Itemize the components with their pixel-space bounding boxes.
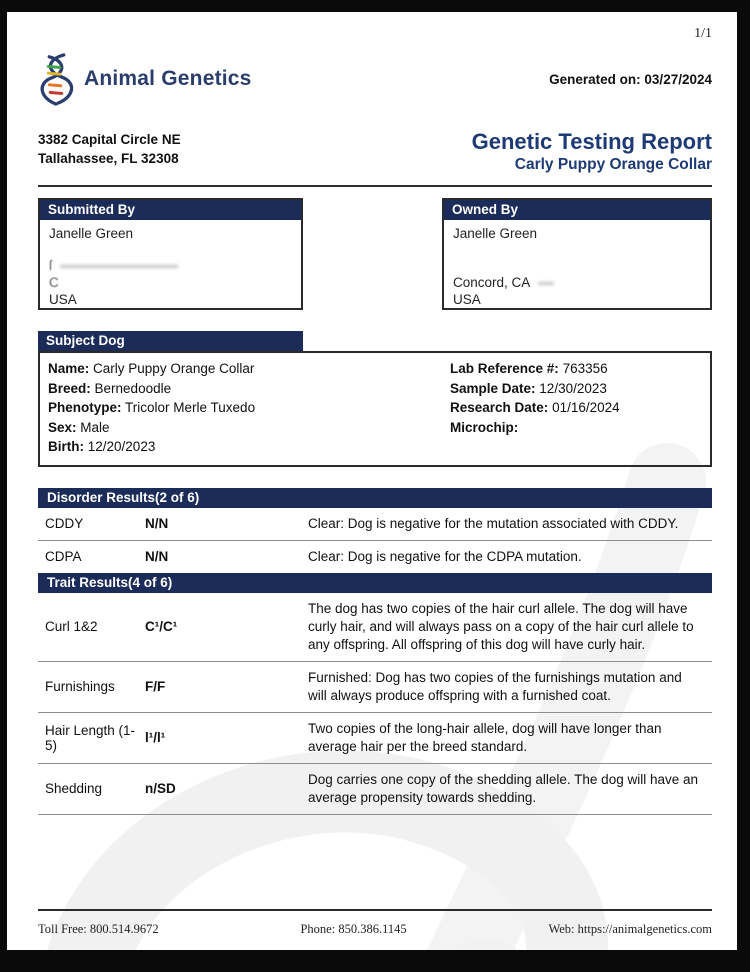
trait-test-name: Shedding [45, 781, 103, 796]
field-breed: Breed: Bernedoodle [48, 380, 172, 396]
submitter-name: Janelle Green [49, 226, 134, 241]
disorder-test-name: CDDY [45, 516, 84, 531]
table-row [38, 540, 712, 573]
lab-address [38, 130, 181, 168]
submitted-by-header: Submitted By [40, 200, 301, 220]
subject-dog-right-column [450, 359, 702, 457]
subject-dog-section [38, 331, 712, 467]
submitter-country: USA [49, 292, 77, 307]
trait-test-name: Hair Length (1-5) [45, 722, 136, 753]
subject-dog-left-column [48, 359, 450, 457]
footer-web: Web: https://animalgenetics.com [548, 922, 712, 936]
field-phenotype: Phenotype: Tricolor Merle Tuxedo [48, 400, 256, 415]
field-sample-date: Sample Date: 12/30/2023 [450, 380, 607, 396]
disorder-results-header: Disorder Results(2 of 6) [38, 488, 712, 508]
trait-description: Two copies of the long-hair allele, dog will have longer than average hair per the breed standard. [308, 720, 662, 754]
lab-address-line1: 3382 Capital Circle NE [38, 132, 181, 147]
disorder-description: Clear: Dog is negative for the mutation associated with CDDY. [308, 515, 679, 531]
subject-dog-header: Subject Dog [38, 331, 303, 351]
owner-country: USA [453, 292, 481, 307]
disorder-result-value: N/N [145, 516, 169, 531]
trait-description: Dog carries one copy of the shedding allele. The dog will have an average propensity towards shedding. [308, 771, 698, 805]
trait-result-value: C¹/C¹ [145, 619, 178, 634]
disorder-test-name: CDPA [45, 549, 82, 564]
table-row [38, 593, 712, 661]
table-row [38, 763, 712, 814]
field-birth: Birth: 12/20/2023 [48, 439, 156, 454]
trait-result-value: l¹/l¹ [145, 730, 166, 745]
page-number: 1/1 [694, 26, 712, 41]
submitter-city-redacted: C [49, 275, 59, 290]
footer-toll-free: Toll Free: 800.514.9672 [38, 922, 159, 936]
page-footer [38, 909, 712, 937]
brand-logo [38, 52, 252, 106]
trait-result-value: F/F [145, 679, 166, 694]
redacted-text [538, 282, 554, 285]
lab-address-line2: Tallahassee, FL 32308 [38, 151, 179, 166]
redacted-text [60, 265, 178, 268]
disorder-description: Clear: Dog is negative for the CDPA mutation. [308, 548, 582, 564]
dna-helix-icon [38, 52, 74, 106]
owned-by-header: Owned By [444, 200, 710, 220]
owned-by-box [442, 198, 712, 310]
trait-test-name: Furnishings [45, 679, 115, 694]
report-subtitle: Carly Puppy Orange Collar [514, 156, 712, 173]
trait-description: The dog has two copies of the hair curl allele. The dog will have curly hair, and will always pass on a copy of the hair curl allele to any offspring. All offspring of this dog will have curly hair. [308, 600, 694, 652]
field-microchip: Microchip: [450, 419, 519, 435]
trait-results-header: Trait Results(4 of 6) [38, 573, 712, 593]
results-section [38, 488, 712, 815]
trait-result-value: n/SD [145, 781, 176, 796]
disorder-result-value: N/N [145, 549, 169, 564]
footer-divider [38, 909, 712, 911]
field-lab-reference: Lab Reference #: 763356 [450, 361, 608, 376]
footer-phone: Phone: 850.386.1145 [300, 922, 407, 936]
owner-city: Concord, CA [453, 274, 701, 291]
generated-date: Generated on: 03/27/2024 [549, 71, 712, 87]
submitted-by-box [38, 198, 303, 310]
table-row [38, 508, 712, 540]
field-research-date: Research Date: 01/16/2024 [450, 400, 620, 415]
submitter-address-redacted: ſ [49, 257, 292, 274]
trait-description: Furnished: Dog has two copies of the furnishings mutation and will always produce offspring with a furnished coat. [308, 669, 682, 703]
header-divider [38, 185, 712, 187]
table-row [38, 661, 712, 712]
field-sex: Sex: Male [48, 419, 110, 435]
report-page [7, 12, 737, 950]
brand-name: Animal Genetics [84, 67, 252, 90]
trait-test-name: Curl 1&2 [45, 619, 98, 634]
owner-name: Janelle Green [453, 226, 538, 241]
table-end-divider [38, 814, 712, 815]
field-name: Name: Carly Puppy Orange Collar [48, 361, 255, 376]
report-title: Genetic Testing Report [471, 129, 712, 154]
table-row [38, 712, 712, 763]
